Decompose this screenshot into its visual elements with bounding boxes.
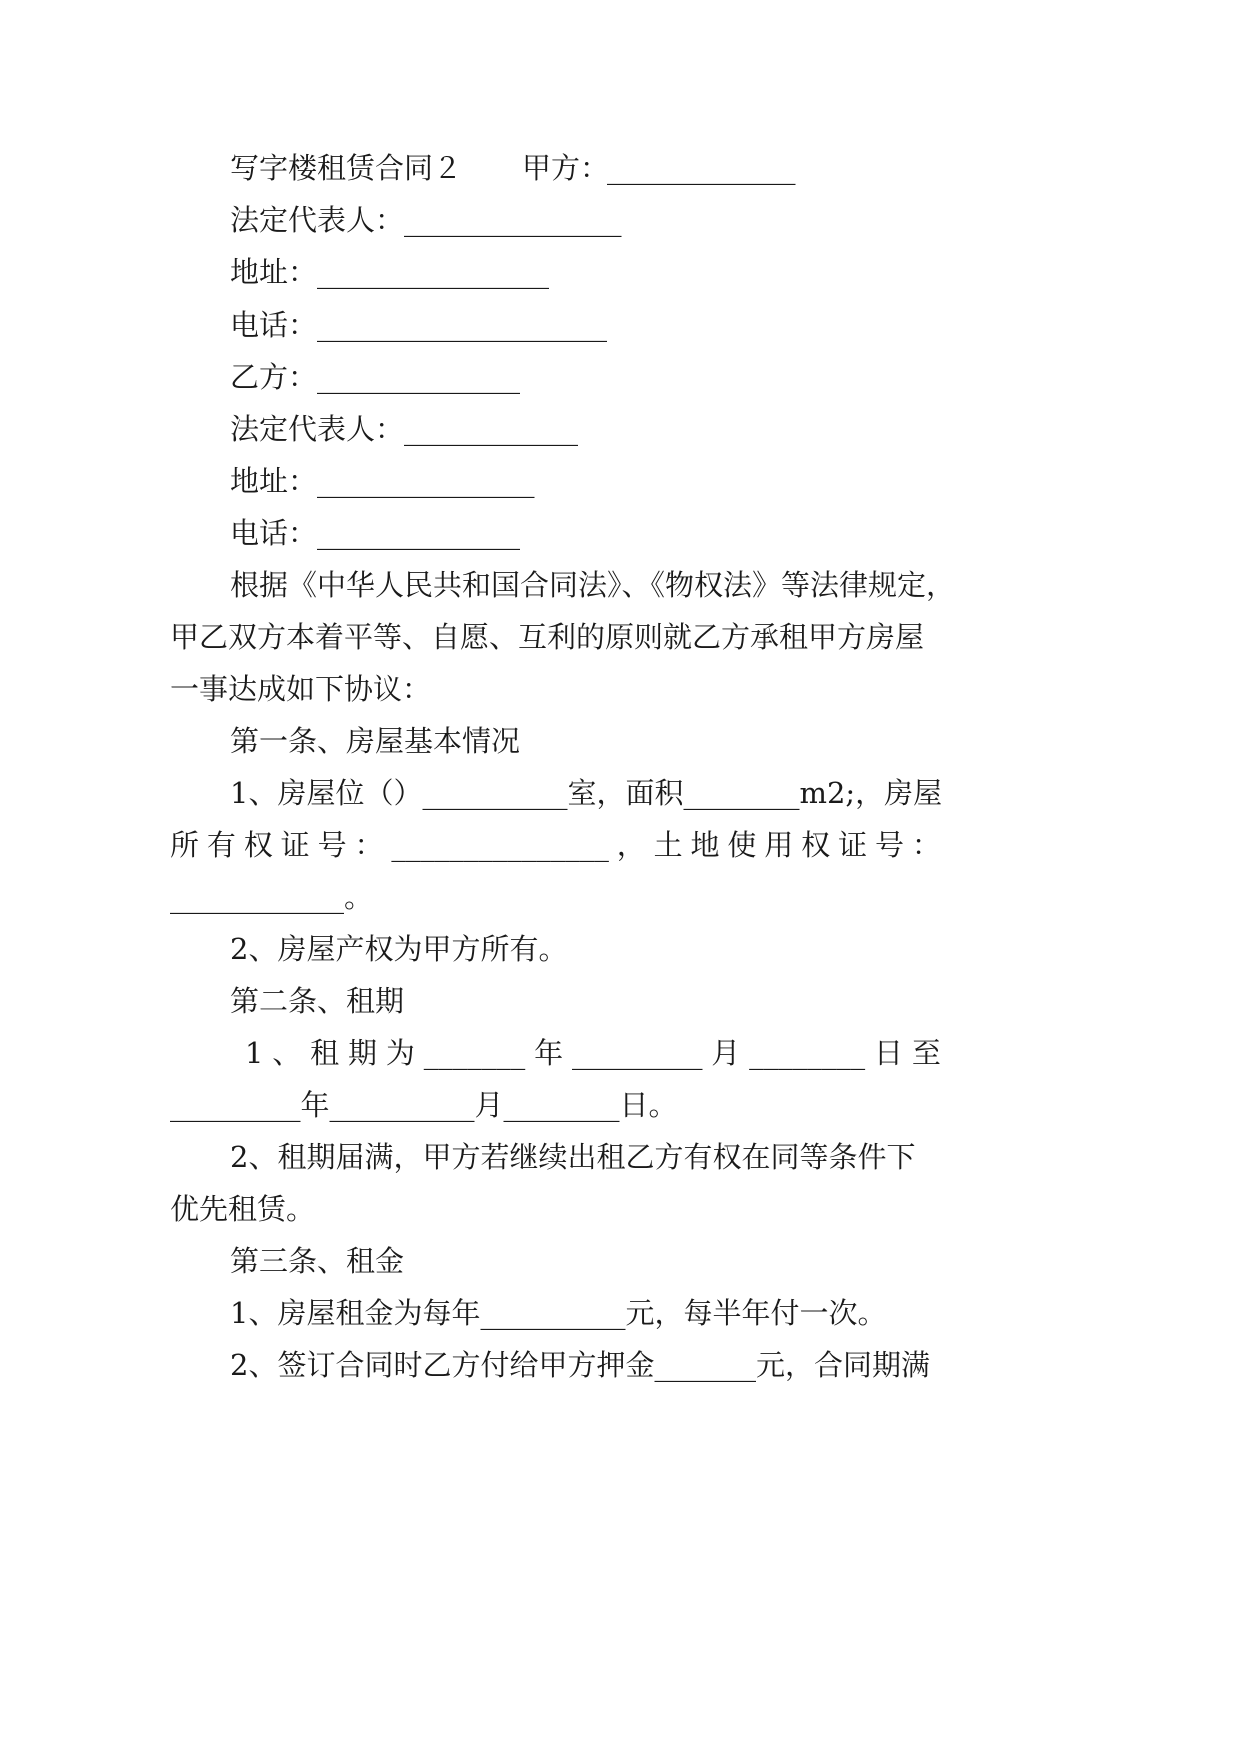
text-segment: ________ (749, 1036, 866, 1070)
party-b-address-line (0, 459, 1241, 503)
text-segment: 号 (317, 828, 347, 862)
text-segment: 有 (206, 828, 236, 862)
article2-item2-line-2 (0, 1187, 1241, 1231)
preamble-line-1 (0, 563, 1241, 607)
article1-item1-text-1: 1、房屋位（）__________室，面积________m2;，房屋 (230, 776, 943, 810)
text-segment: ： (354, 828, 384, 862)
party-a-phone-line (0, 303, 1241, 347)
text-segment: _______________ (391, 828, 609, 862)
text-segment: ： (911, 828, 941, 862)
party-b-rep-line (0, 407, 1241, 451)
party-a-label: 甲方： (522, 151, 610, 185)
text-segment: _________ (571, 1036, 703, 1070)
preamble-line-3 (0, 667, 1241, 711)
article1-item1-line-2 (170, 823, 941, 867)
preamble-text-3: 一事达成如下协议： (170, 672, 432, 706)
party-b-address: 地址：_______________ (230, 464, 535, 498)
article1-item1-line-1 (0, 771, 1241, 815)
article3-item2-line (0, 1343, 1241, 1387)
text-segment: 至 (911, 1036, 941, 1070)
article3-heading: 第三条、租金 (230, 1244, 405, 1278)
party-b-rep: 法定代表人：____________ (230, 412, 579, 446)
article3-item1-line (0, 1291, 1241, 1335)
party-a-rep: 法定代表人：_______________ (230, 203, 622, 237)
party-b-line (0, 355, 1241, 399)
preamble-line-2 (0, 615, 1241, 659)
text-segment: 土 (653, 828, 683, 862)
text-segment: 为 (385, 1036, 415, 1070)
text-segment: 权 (243, 828, 273, 862)
text-segment: 证 (838, 828, 868, 862)
article1-heading: 第一条、房屋基本情况 (230, 724, 521, 758)
text-segment: ， (616, 828, 646, 862)
party-a-address-line (0, 250, 1241, 294)
text-segment: _______ (423, 1036, 526, 1070)
article2-item1-line-2 (0, 1083, 1241, 1127)
article3-item1: 1、房屋租金为每年__________元，每半年付一次。 (230, 1296, 887, 1330)
article1-item2-line (0, 927, 1241, 971)
text-segment: 租 (310, 1036, 340, 1070)
article3-item2: 2、签订合同时乙方付给甲方押金_______元，合同期满 (230, 1348, 930, 1382)
article1-item2: 2、房屋产权为甲方所有。 (230, 932, 568, 966)
text-segment: 日 (873, 1036, 903, 1070)
text-segment: 号 (874, 828, 904, 862)
article1-item1-line-3 (0, 875, 1241, 919)
text-segment: 使 (727, 828, 757, 862)
text-segment: 地 (690, 828, 720, 862)
article2-item1-line-1 (245, 1031, 941, 1075)
party-b-label: 乙方：______________ (230, 360, 521, 394)
party-a-phone: 电话：____________________ (230, 308, 608, 342)
party-a-address: 地址：________________ (230, 255, 550, 289)
text-segment: 月 (711, 1036, 741, 1070)
party-b-phone: 电话：______________ (230, 516, 521, 550)
text-segment: 1 (245, 1036, 264, 1070)
article2-item2-line-1 (0, 1135, 1241, 1179)
article2-item1-text-2: _________年__________月________日。 (170, 1088, 678, 1122)
party-b-phone-line (0, 511, 1241, 555)
article2-item2-text-1: 2、租期届满，甲方若继续出租乙方有权在同等条件下 (230, 1140, 916, 1174)
article2-item2-text-2: 优先租赁。 (170, 1192, 316, 1226)
party-a-blank: _____________ (607, 151, 796, 185)
article1-item1-text-3: ____________。 (170, 880, 374, 914)
preamble-text-1: 根据《中华人民共和国合同法》、《物权法》等法律规定， (230, 568, 956, 602)
text-segment: 权 (801, 828, 831, 862)
contract-title: 写字楼租赁合同２ (230, 151, 463, 185)
article3-heading-line (0, 1239, 1241, 1283)
text-segment: 、 (272, 1036, 302, 1070)
header-line (0, 146, 1241, 190)
party-a-rep-line (0, 198, 1241, 242)
preamble-text-2: 甲乙双方本着平等、自愿、互利的原则就乙方承租甲方房屋 (170, 620, 925, 654)
article2-heading-line (0, 979, 1241, 1023)
article2-heading: 第二条、租期 (230, 984, 405, 1018)
text-segment: 所 (170, 828, 200, 862)
text-segment: 期 (348, 1036, 378, 1070)
text-segment: 用 (764, 828, 794, 862)
text-segment: 证 (280, 828, 310, 862)
text-segment: 年 (534, 1036, 564, 1070)
article1-heading-line (0, 719, 1241, 763)
